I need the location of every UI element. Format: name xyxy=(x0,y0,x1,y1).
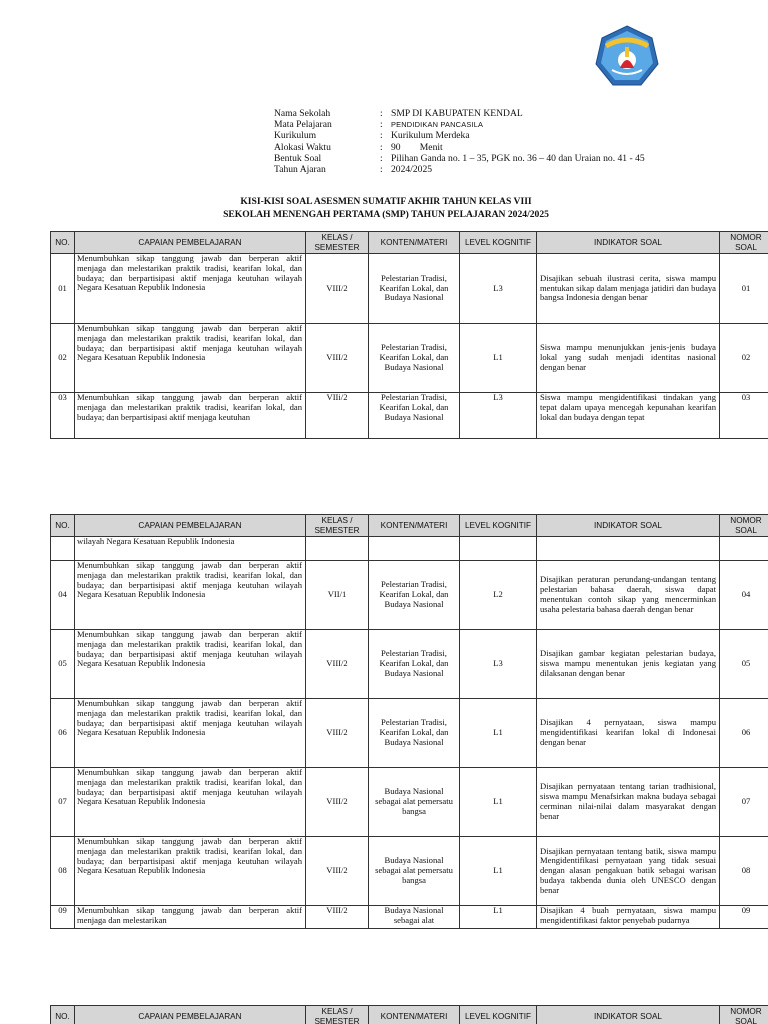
cell-no: 09 xyxy=(51,906,75,929)
header-indikator: INDIKATOR SOAL xyxy=(537,515,720,537)
table-row xyxy=(51,768,768,837)
cell-indikator: Siswa mampu mengidentifikasi tindakan yang tepat dalam upaya mencegah kepunahan kearifan lokal dan budaya dengan tepat xyxy=(537,393,720,439)
header-konten: KONTEN/MATERI xyxy=(369,1006,460,1024)
table-header-row xyxy=(51,1006,768,1024)
header-nomor: NOMOR SOAL xyxy=(720,232,768,254)
cell-no: 03 xyxy=(51,393,75,439)
cell-capaian: Menumbuhkan sikap tanggung jawab dan berperan aktif menjaga dan melestarikan praktik tradisi, kearifan lokal, dan budaya; dan berpartisipasi aktif menjaga keutuhan xyxy=(75,393,306,439)
header-level: LEVEL KOGNITIF xyxy=(460,1006,537,1024)
cell-nomor: 06 xyxy=(720,699,768,768)
cell-konten: Budaya Nasional sebagai alat pemersatu bangsa xyxy=(369,837,460,906)
cell-kelas: VIII/2 xyxy=(306,768,369,837)
cell-nomor: 02 xyxy=(720,324,768,393)
info-row-nama-sekolah xyxy=(274,108,645,119)
info-colon: : xyxy=(380,119,383,131)
cell-konten xyxy=(369,537,460,561)
cell-level: L1 xyxy=(460,906,537,929)
header-kelas: KELAS / SEMESTER xyxy=(306,1006,369,1024)
cell-no: 06 xyxy=(51,699,75,768)
table-row xyxy=(51,906,768,929)
cell-nomor xyxy=(720,537,768,561)
header-kelas: KELAS / SEMESTER xyxy=(306,232,369,254)
info-label: Nama Sekolah xyxy=(274,108,331,119)
cell-nomor: 04 xyxy=(720,561,768,630)
cell-konten: Pelestarian Tradisi, Kearifan Lokal, dan Budaya Nasional xyxy=(369,561,460,630)
cell-indikator: Disajikan gambar kegiatan pelestarian budaya, siswa mampu menentukan jenis kegiatan yang dilaksanan dengan benar xyxy=(537,630,720,699)
header-indikator: INDIKATOR SOAL xyxy=(537,1006,720,1024)
cell-konten: Pelestarian Tradisi, Kearifan Lokal, dan Budaya Nasional xyxy=(369,254,460,324)
info-row-kurikulum xyxy=(274,130,645,141)
header-konten: KONTEN/MATERI xyxy=(369,232,460,254)
cell-indikator: Disajikan pernyataan tentang batik, siswa mampu Mengidentifikasi pernyataan yang tidak sesuai dengan alasan pengakuan batik sebagai warisan budaya takbenda dunia oleh UNESCO dengan benar xyxy=(537,837,720,906)
info-label: Alokasi Waktu xyxy=(274,141,331,153)
info-row-bentuk-soal xyxy=(274,153,645,164)
kisi-table-page-2 xyxy=(50,514,768,929)
table-row-continuation xyxy=(51,537,768,561)
info-value: 90 Menit xyxy=(391,141,443,153)
cell-konten: Pelestarian Tradisi, Kearifan Lokal, dan Budaya Nasional xyxy=(369,393,460,439)
header-capaian: CAPAIAN PEMBELAJARAN xyxy=(75,515,306,537)
cell-capaian: Menumbuhkan sikap tanggung jawab dan berperan aktif menjaga dan melestarikan praktik tradisi, kearifan lokal, dan budaya; dan berpartisipasi aktif menjaga keutuhan wilayah Negara Kesatuan Republik Indonesia xyxy=(75,324,306,393)
cell-no: 02 xyxy=(51,324,75,393)
header-level: LEVEL KOGNITIF xyxy=(460,515,537,537)
info-label: Kurikulum xyxy=(274,130,317,142)
table-row xyxy=(51,324,768,393)
cell-capaian: Menumbuhkan sikap tanggung jawab dan berperan aktif menjaga dan melestarikan praktik tradisi, kearifan lokal, dan budaya; dan berpartisipasi aktif menjaga keutuhan wilayah Negara Kesatuan Republik Indonesia xyxy=(75,837,306,906)
cell-level: L2 xyxy=(460,561,537,630)
cell-capaian: Menumbuhkan sikap tanggung jawab dan berperan aktif menjaga dan melestarikan praktik tradisi, kearifan lokal, dan budaya; dan berpartisipasi aktif menjaga keutuhan wilayah Negara Kesatuan Republik Indonesia xyxy=(75,254,306,324)
info-value: Kurikulum Merdeka xyxy=(391,130,470,142)
cell-kelas xyxy=(306,537,369,561)
school-info xyxy=(274,108,645,175)
header-no: NO. xyxy=(51,232,75,254)
cell-level: L1 xyxy=(460,324,537,393)
cell-capaian: Menumbuhkan sikap tanggung jawab dan berperan aktif menjaga dan melestarikan praktik tradisi, kearifan lokal, dan budaya; dan berpartisipasi aktif menjaga keutuhan wilayah Negara Kesatuan Republik Indonesia xyxy=(75,699,306,768)
cell-level: L3 xyxy=(460,630,537,699)
info-row-tahun-ajaran xyxy=(274,164,645,175)
cell-capaian: Menumbuhkan sikap tanggung jawab dan berperan aktif menjaga dan melestarikan praktik tradisi, kearifan lokal, dan budaya; dan berpartisipasi aktif menjaga keutuhan wilayah Negara Kesatuan Republik Indonesia xyxy=(75,768,306,837)
cell-kelas: VIII/2 xyxy=(306,699,369,768)
cell-konten: Budaya Nasional sebagai alat xyxy=(369,906,460,929)
cell-nomor: 08 xyxy=(720,837,768,906)
info-row-mata-pelajaran xyxy=(274,119,645,130)
header-no: NO. xyxy=(51,1006,75,1024)
cell-indikator xyxy=(537,537,720,561)
info-label: Tahun Ajaran xyxy=(274,163,326,175)
info-label: Mata Pelajaran xyxy=(274,119,332,131)
table-row xyxy=(51,837,768,906)
cell-nomor: 07 xyxy=(720,768,768,837)
table-header-row xyxy=(51,515,768,537)
cell-level: L1 xyxy=(460,768,537,837)
header-level: LEVEL KOGNITIF xyxy=(460,232,537,254)
info-value: PENDIDIKAN PANCASILA xyxy=(391,120,484,130)
cell-level: L3 xyxy=(460,393,537,439)
cell-capaian: Menumbuhkan sikap tanggung jawab dan berperan aktif menjaga dan melestarikan praktik tradisi, kearifan lokal, dan budaya; dan berpartisipasi aktif menjaga keutuhan wilayah Negara Kesatuan Republik Indonesia xyxy=(75,561,306,630)
header-nomor: NOMOR SOAL xyxy=(720,1006,768,1024)
cell-nomor: 03 xyxy=(720,393,768,439)
table-row xyxy=(51,393,768,439)
document-title xyxy=(50,196,722,221)
info-value: Pilihan Ganda no. 1 – 35, PGK no. 36 – 40 dan Uraian no. 41 - 45 xyxy=(391,152,645,164)
info-colon: : xyxy=(380,141,383,153)
cell-indikator: Disajikan 4 buah pernyataan, siswa mampu mengidentifikasi faktor penyebab pudarnya xyxy=(537,906,720,929)
title-line-1: KISI-KISI SOAL ASESMEN SUMATIF AKHIR TAHUN KELAS VIII xyxy=(240,196,532,207)
info-colon: : xyxy=(380,108,383,119)
kisi-table-page-1 xyxy=(50,231,768,439)
header-kelas: KELAS / SEMESTER xyxy=(306,515,369,537)
kemendikbud-logo xyxy=(594,24,660,90)
cell-konten: Pelestarian Tradisi, Kearifan Lokal, dan Budaya Nasional xyxy=(369,699,460,768)
cell-kelas: VIII/2 xyxy=(306,837,369,906)
cell-no: 04 xyxy=(51,561,75,630)
cell-nomor: 05 xyxy=(720,630,768,699)
cell-kelas: VIII/2 xyxy=(306,630,369,699)
cell-nomor: 09 xyxy=(720,906,768,929)
cell-capaian: wilayah Negara Kesatuan Republik Indonesia xyxy=(75,537,306,561)
table-row xyxy=(51,254,768,324)
header-indikator: INDIKATOR SOAL xyxy=(537,232,720,254)
cell-konten: Pelestarian Tradisi, Kearifan Lokal, dan Budaya Nasional xyxy=(369,324,460,393)
info-value: SMP DI KABUPATEN KENDAL xyxy=(391,108,523,119)
header-capaian: CAPAIAN PEMBELAJARAN xyxy=(75,232,306,254)
cell-indikator: Disajikan peraturan perundang-undangan tentang pelestarian bahasa daerah, siswa dapat menentukan contoh sikap yang mencerminkan usaha pelestaria bahasa daerah dengan benar xyxy=(537,561,720,630)
table-header-row xyxy=(51,232,768,254)
table-row xyxy=(51,630,768,699)
cell-no xyxy=(51,537,75,561)
cell-kelas: VIIi/2 xyxy=(306,393,369,439)
cell-no: 07 xyxy=(51,768,75,837)
header-capaian: CAPAIAN PEMBELAJARAN xyxy=(75,1006,306,1024)
cell-kelas: VIII/2 xyxy=(306,324,369,393)
table-row xyxy=(51,699,768,768)
info-colon: : xyxy=(380,130,383,142)
cell-no: 05 xyxy=(51,630,75,699)
cell-kelas: VIII/2 xyxy=(306,906,369,929)
title-line-2: SEKOLAH MENENGAH PERTAMA (SMP) TAHUN PELAJARAN 2024/2025 xyxy=(223,208,549,220)
cell-kelas: VII/1 xyxy=(306,561,369,630)
info-row-alokasi-waktu xyxy=(274,142,645,153)
header-nomor: NOMOR SOAL xyxy=(720,515,768,537)
cell-indikator: Siswa mampu menunjukkan jenis-jenis budaya lokal yang sudah menjadi identitas nasional dengan benar xyxy=(537,324,720,393)
cell-no: 01 xyxy=(51,254,75,324)
table-row xyxy=(51,561,768,630)
kisi-table-page-3 xyxy=(50,1005,768,1024)
header-konten: KONTEN/MATERI xyxy=(369,515,460,537)
info-label: Bentuk Soal xyxy=(274,152,322,164)
cell-capaian: Menumbuhkan sikap tanggung jawab dan berperan aktif menjaga dan melestarikan praktik tradisi, kearifan lokal, dan budaya; dan berpartisipasi aktif menjaga keutuhan wilayah Negara Kesatuan Republik Indonesia xyxy=(75,630,306,699)
cell-indikator: Disajikan sebuah ilustrasi cerita, siswa mampu mentukan sikap dalam menjaga jatidiri dan budaya bangsa Indonesia dengan benar xyxy=(537,254,720,324)
cell-kelas: VIII/2 xyxy=(306,254,369,324)
info-value: 2024/2025 xyxy=(391,163,433,175)
cell-konten: Pelestarian Tradisi, Kearifan Lokal, dan Budaya Nasional xyxy=(369,630,460,699)
cell-indikator: Disajikan pernyataan tentang tarian tradhisional, siswa mampu Menafsirkan makna budaya sebagai cerminan nilai-nilai dalam masyarakat dengan benar xyxy=(537,768,720,837)
info-colon: : xyxy=(380,163,383,175)
cell-konten: Budaya Nasional sebagai alat pemersatu bangsa xyxy=(369,768,460,837)
cell-indikator: Disajikan 4 pernyataan, siswa mampu mengidentifikasi kearifan lokal di Indonesai dengan benar xyxy=(537,699,720,768)
cell-level: L1 xyxy=(460,837,537,906)
cell-no: 08 xyxy=(51,837,75,906)
header-no: NO. xyxy=(51,515,75,537)
cell-level xyxy=(460,537,537,561)
cell-nomor: 01 xyxy=(720,254,768,324)
info-colon: : xyxy=(380,152,383,164)
cell-level: L3 xyxy=(460,254,537,324)
cell-capaian: Menumbuhkan sikap tanggung jawab dan berperan aktif menjaga dan melestarikan xyxy=(75,906,306,929)
cell-level: L1 xyxy=(460,699,537,768)
